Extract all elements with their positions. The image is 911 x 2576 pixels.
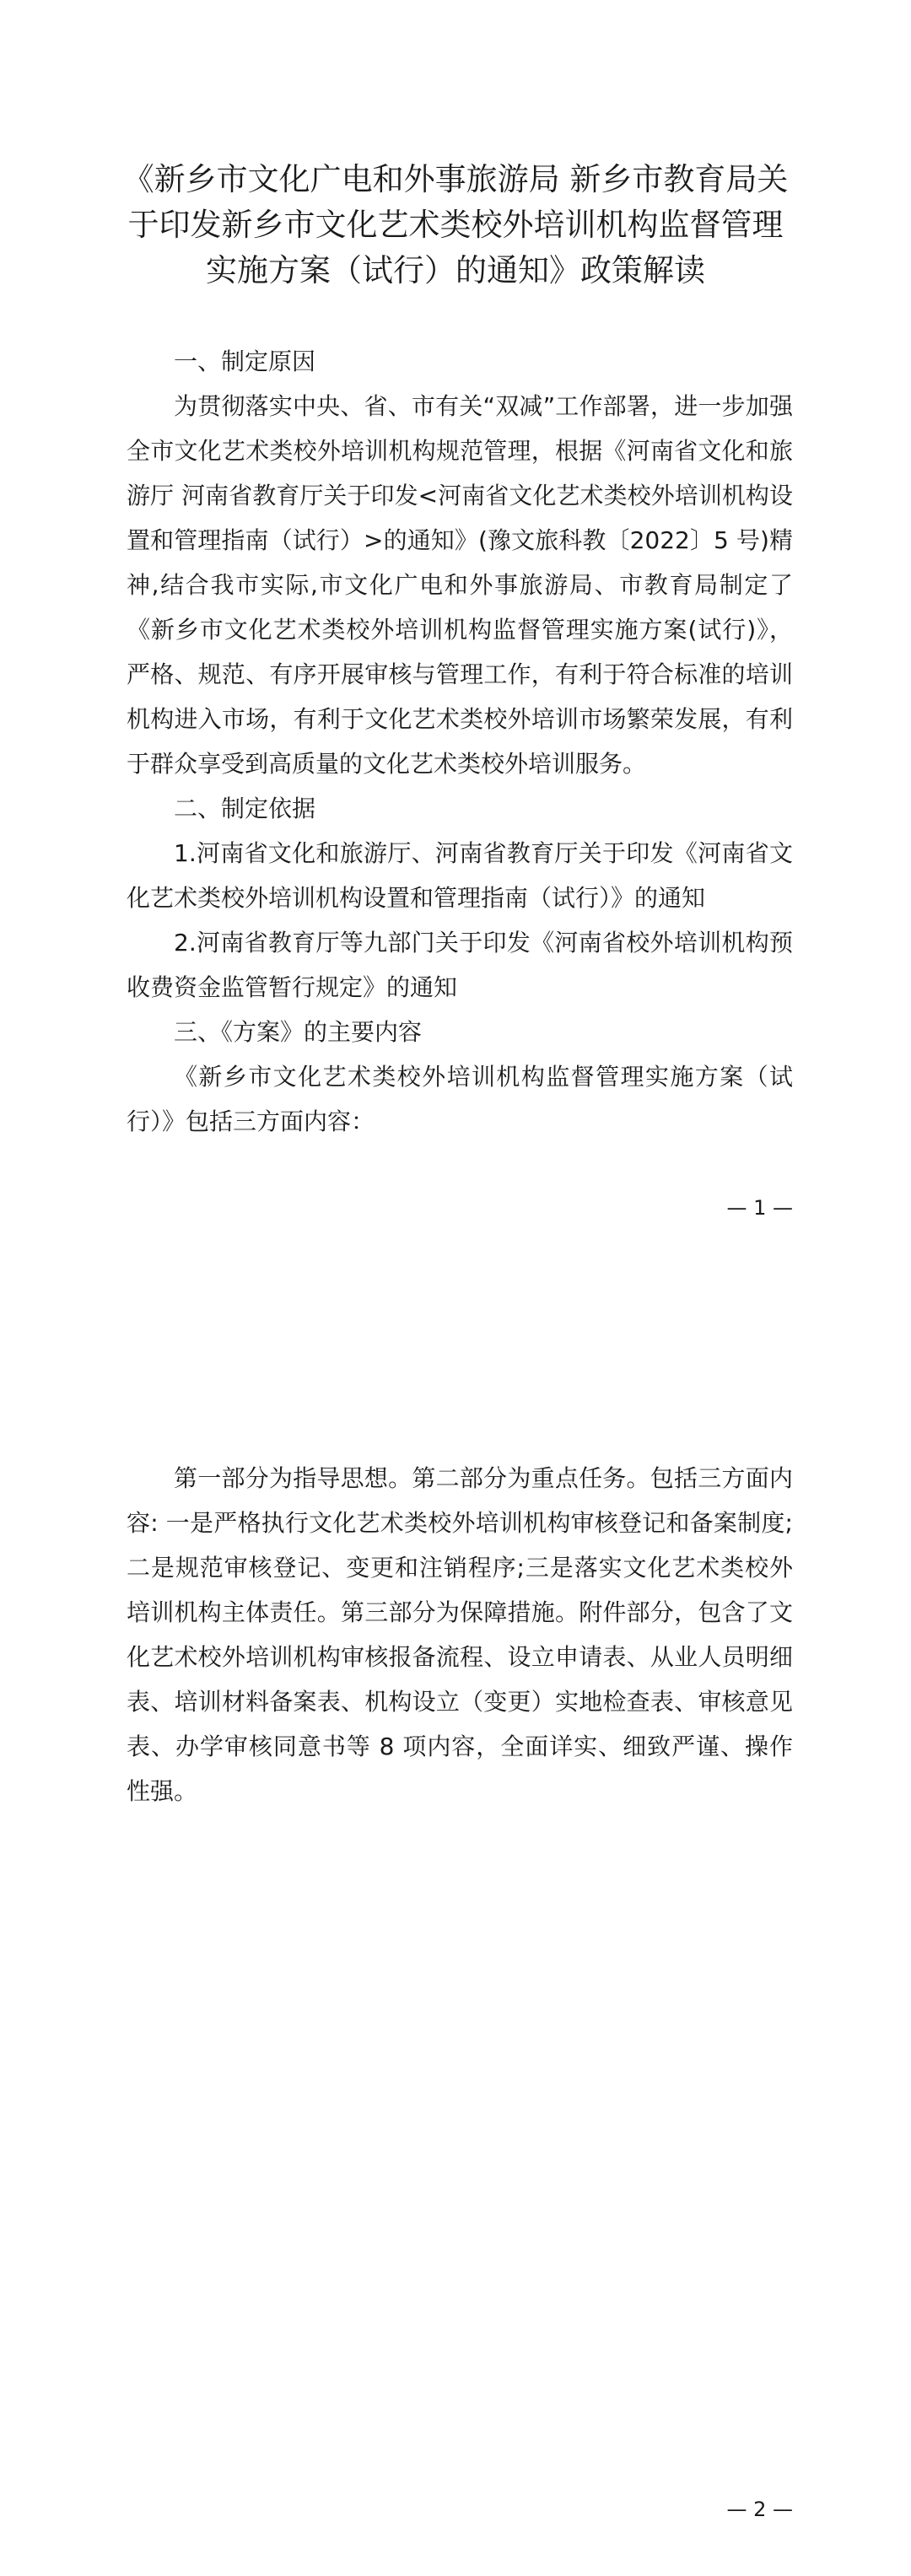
page-1 [0,0,911,1265]
page-1-body [127,339,793,1144]
paragraph-content-intro: 《新乡市文化艺术类校外培训机构监督管理实施方案（试行）》包括三方面内容： [127,1063,793,1135]
paragraph-basis-1: 1.河南省文化和旅游厅、河南省教育厅关于印发《河南省文化艺术类校外培训机构设置和管理指南（试行）》的通知 [127,839,793,912]
paragraph-reason: 为贯彻落实中央、省、市有关“双减”工作部署，进一步加强全市文化艺术类校外培训机构规范管理，根据《河南省文化和旅游厅 河南省教育厅关于印发<河南省文化艺术类校外培训机构设置和管理指南（试行）>的通知》(豫文旅科教〔2022〕5 号)精神,结合我市实际,市文化广电和外事旅游局、市教育局制定了《新乡市文化艺术类校外培训机构监督管理实施方案(试行)》，严格、规范、有序开展审核与管理工作，有利于符合标准的培训机构进入市场，有利于文化艺术类校外培训市场繁荣发展，有利于群众享受到高质量的文化艺术类校外培训服务。 [127,392,793,778]
page-number-2: — 2 — [726,2498,793,2521]
section-heading-reason: 一、制定原因 [174,348,316,375]
section-heading-content: 三、《方案》的主要内容 [174,1018,423,1046]
paragraph-content-detail: 第一部分为指导思想。第二部分为重点任务。包括三方面内容: 一是严格执行文化艺术类校外培训机构审核登记和备案制度;二是规范审核登记、变更和注销程序;三是落实文化艺术类校外培训机构主体责任。第三部分为保障措施。附件部分，包含了文化艺术校外培训机构审核报备流程、设立申请表、从业人员明细表、培训材料备案表、机构设立（变更）实地检查表、审核意见表、办学审核同意书等 8 项内容，全面详实、细致严谨、操作性强。 [127,1464,793,1805]
page-number-1: — 1 — [726,1196,793,1220]
section-heading-basis: 二、制定依据 [174,795,316,822]
page-2 [0,1265,911,2576]
document-title: 《新乡市文化广电和外事旅游局 新乡市教育局关于印发新乡市文化艺术类校外培训机构监督管理实施方案（试行）的通知》政策解读 [122,161,789,288]
paragraph-basis-2: 2.河南省教育厅等九部门关于印发《河南省校外培训机构预收费资金监管暂行规定》的通知 [127,929,793,1001]
page-2-body [127,1456,793,1813]
